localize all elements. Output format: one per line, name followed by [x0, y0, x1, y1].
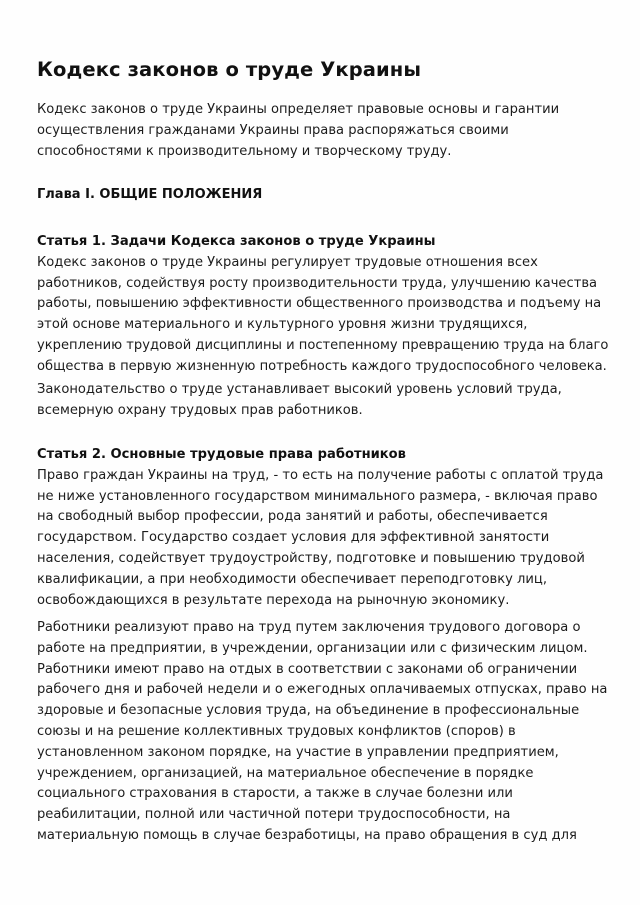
text-line: квалификации, а при необходимости обеспечивает переподготовку лиц, — [37, 571, 547, 587]
intro-paragraph — [37, 100, 559, 162]
document-title: Кодекс законов о труде Украины — [37, 58, 422, 81]
text-line: работников, содействуя росту производительности труда, улучшению качества — [37, 275, 598, 291]
text-line: всемерную охрану трудовых прав работников. — [37, 402, 363, 418]
text-line: Кодекс законов о труде Украины регулирует трудовые отношения всех — [37, 254, 538, 270]
text-line: Работники имеют право на отдых в соответствии с законами об ограничении — [37, 661, 578, 677]
text-line: населения, содействует трудоустройству, подготовке и повышению трудовой — [37, 550, 585, 566]
chapter-heading: Глава I. ОБЩИЕ ПОЛОЖЕНИЯ — [37, 187, 263, 202]
text-line: здоровые и безопасные условия труда, на объединение в профессиональные — [37, 703, 580, 719]
text-line: союзы и на решение коллективных трудовых конфликтов (споров) в — [37, 723, 516, 739]
text-line: общества в первую жизненную потребность каждого трудоспособного человека. — [37, 358, 607, 374]
text-line: этой основе материального и культурного уровня жизни трудящихся, — [37, 317, 528, 333]
text-line: способностями к производительному и творческому труду. — [37, 143, 452, 159]
text-line: не ниже установленного государством минимального размера, - включая право — [37, 488, 598, 504]
article-1-paragraph-1 — [37, 232, 608, 378]
text-line: рабочего дня и рабочей недели и о ежегодных оплачиваемых отпусках, право на — [37, 682, 608, 698]
text-line: работы, повышению эффективности общественного производства и подъему на — [37, 296, 602, 312]
article-1-paragraph-2 — [37, 380, 562, 422]
text-line: осуществления гражданами Украины права распоряжаться своими — [37, 122, 509, 138]
text-line: укреплению трудовой дисциплины и постепенному превращению труда на благо — [37, 337, 609, 353]
text-line: материальную помощь в случае безработицы, на право обращения в суд для — [37, 827, 577, 843]
text-line: Право граждан Украины на труд, - то есть на получение работы с оплатой труда — [37, 467, 604, 483]
article-1-heading: Статья 1. Задачи Кодекса законов о труде Украины — [37, 234, 436, 249]
text-line: Кодекс законов о труде Украины определяет правовые основы и гарантии — [37, 102, 560, 117]
text-line: на свободный выбор профессии, рода занятий и работы, обеспечивается — [37, 509, 548, 525]
article-2-heading: Статья 2. Основные трудовые права работников — [37, 447, 406, 462]
text-line: освобождающихся в результате перехода на рыночную экономику. — [37, 592, 510, 608]
text-line: установленном законом порядке, на участие в управлении предприятием, — [37, 744, 559, 760]
text-line: социального страхования в старости, а также в случае болезни или — [37, 786, 513, 802]
text-line: Законодательство о труде устанавливает высокий уровень условий труда, — [37, 382, 562, 397]
text-line: Работники реализуют право на труд путем заключения трудового договора о — [37, 620, 581, 635]
text-line: учреждением, организацией, на материальное обеспечение в порядке — [37, 765, 534, 781]
article-2-paragraph-1 — [37, 445, 603, 611]
article-2-paragraph-2 — [37, 618, 607, 847]
text-line: государством. Государство создает условия для эффективной занятости — [37, 530, 550, 546]
text-line: работе на предприятии, в учреждении, организации или с физическим лицом. — [37, 640, 588, 656]
text-line: реабилитации, полной или частичной потери трудоспособности, на — [37, 807, 511, 823]
